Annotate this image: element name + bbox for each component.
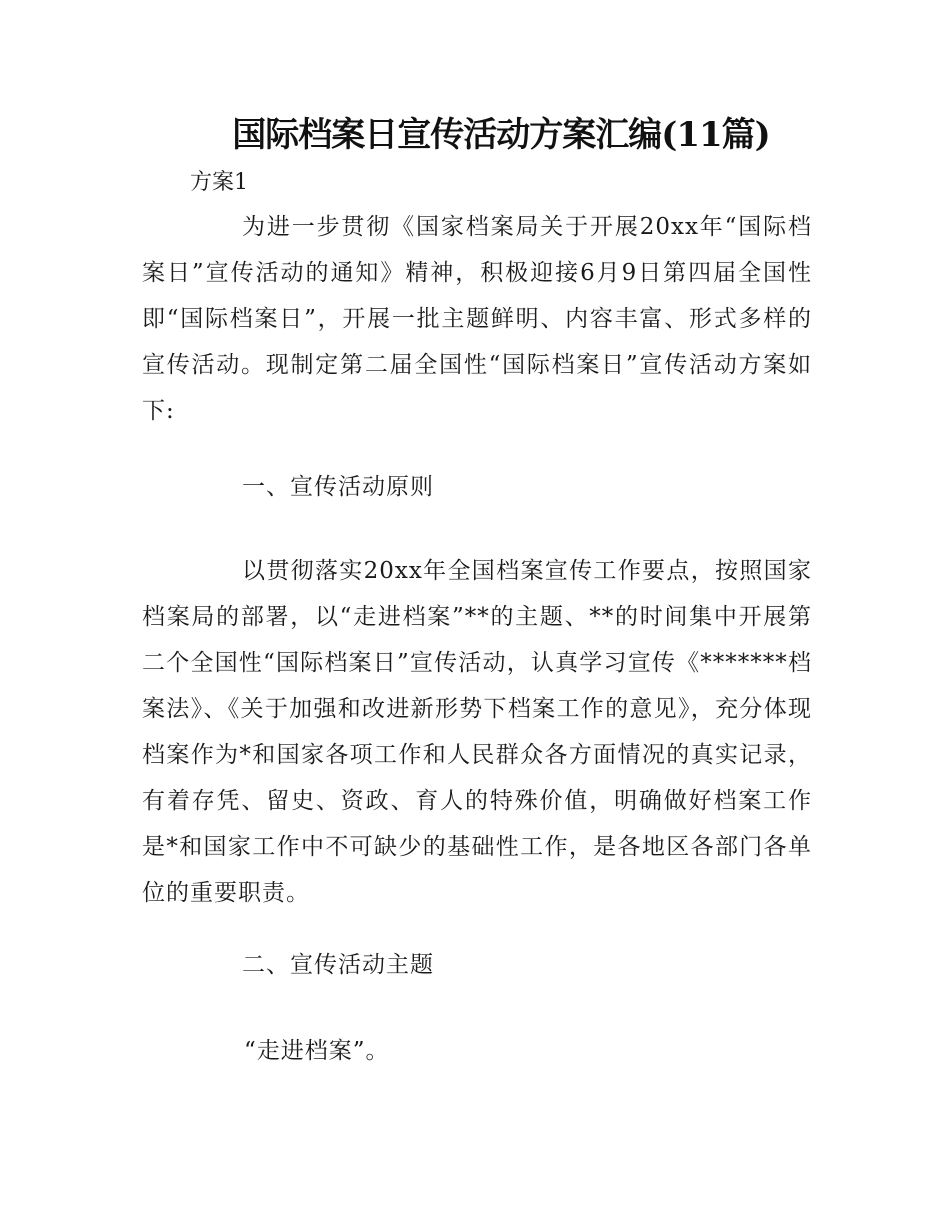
document-title: 国际档案日宣传活动方案汇编(11篇) (232, 115, 770, 155)
principles-paragraph: 以贯彻落实20xx年全国档案宣传工作要点，按照国家档案局的部署，以“走进档案”**的主题、**的时间集中开展第二个全国性“国际档案日”宣传活动，认真学习宣传《*******档案法》、《关于加强和改进新形势下档案工作的意见》，充分体现档案作为*和国家各项工作和人民群众各方面情况的真实记录，有着存凭、留史、资政、育人的特殊价值，明确做好档案工作是*和国家工作中不可缺少的基础性工作，是各地区各部门各单位的重要职责。 (142, 558, 812, 906)
plan-label: 方案1 (190, 170, 248, 195)
section-heading-theme: 二、宣传活动主题 (242, 952, 434, 978)
theme-text: “走进档案”。 (244, 1038, 390, 1064)
section-heading-principles: 一、宣传活动原则 (242, 474, 434, 500)
intro-paragraph: 为进一步贯彻《国家档案局关于开展20xx年“国际档案日”宣传活动的通知》精神，积极迎接6月9日第四届全国性即“国际档案日”，开展一批主题鲜明、内容丰富、形式多样的宣传活动。现制定第二届全国性“国际档案日”宣传活动方案如下: (142, 214, 812, 424)
